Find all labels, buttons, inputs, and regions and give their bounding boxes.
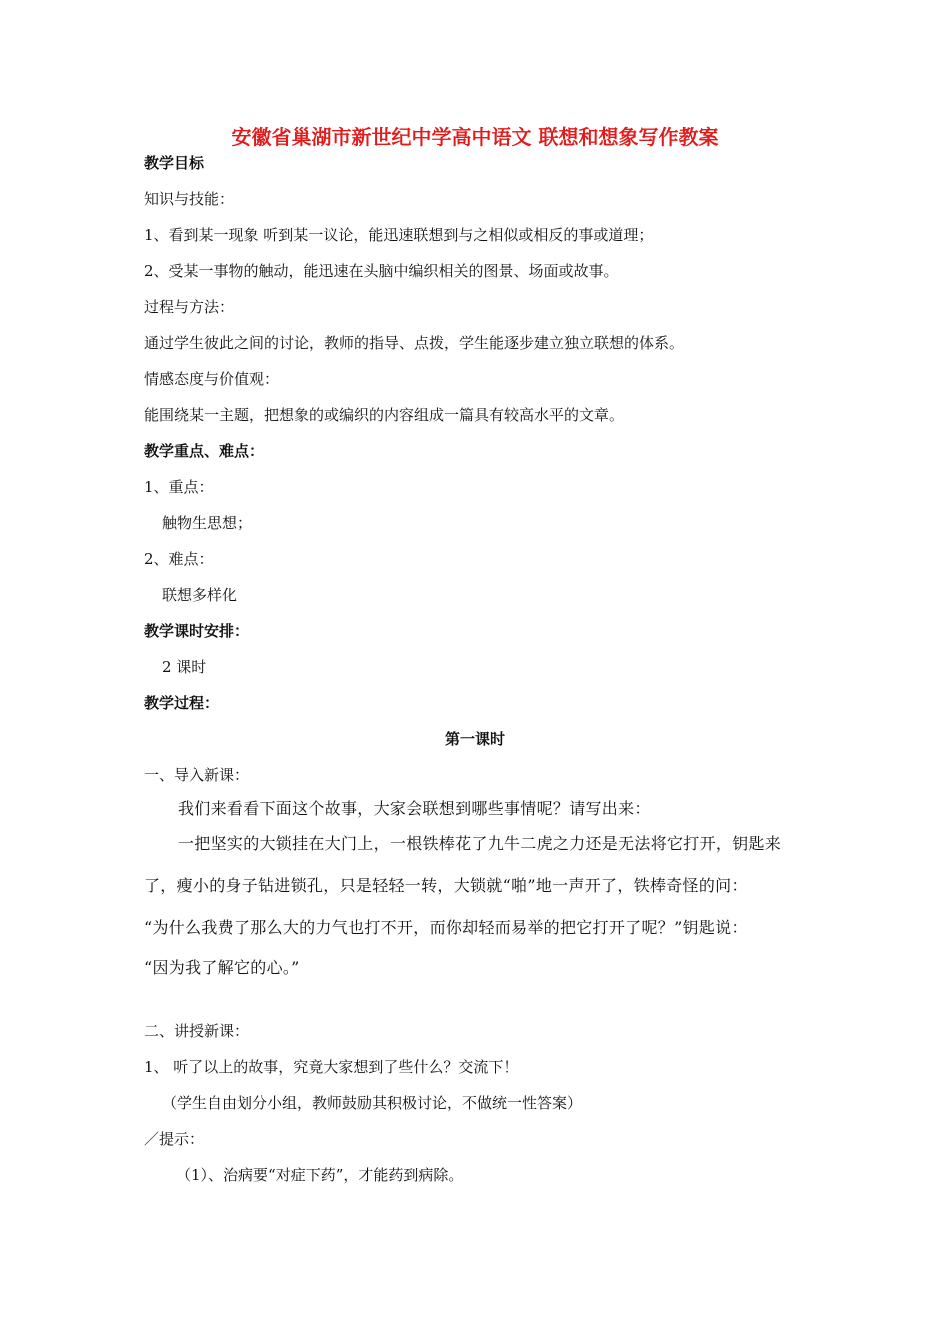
story-line-1: 一把坚实的大锁挂在大门上，一根铁棒花了九牛二虎之力还是无法将它打开，钥匙来 (178, 834, 782, 853)
goal-item-2: 2、受某一事物的触动，能迅速在头脑中编织相关的图景、场面或故事。 (144, 262, 619, 280)
difficult-point-text: 联想多样化 (162, 586, 238, 604)
heading-teaching-process: 教学过程： (144, 694, 220, 712)
goal-item-1: 1、看到某一现象 听到某一议论，能迅速联想到与之相似或相反的事或道理； (144, 226, 654, 244)
subheading-process-methods: 过程与方法： (144, 298, 235, 316)
key-point-text: 触物生思想； (162, 514, 253, 532)
group-discussion-note: （学生自由划分小组，教师鼓励其积极讨论，不做统一性答案） (162, 1094, 583, 1112)
lesson-count: 2 课时 (162, 658, 207, 676)
process-text: 通过学生彼此之间的讨论，教师的指导、点拨，学生能逐步建立独立联想的体系。 (144, 334, 685, 352)
attitude-text: 能围绕某一主题，把想象的或编织的内容组成一篇具有较高水平的文章。 (144, 406, 625, 424)
subheading-attitude-values: 情感态度与价值观： (144, 370, 280, 388)
story-line-3: “为什么我费了那么大的力气也打不开，而你却轻而易举的把它打开了呢？”钥匙说： (144, 918, 748, 937)
document-title: 安徽省巢湖市新世纪中学高中语文 联想和想象写作教案 (231, 125, 719, 149)
first-lesson-heading: 第一课时 (444, 730, 505, 748)
intro-paragraph: 我们来看看下面这个故事，大家会联想到哪些事情呢？请写出来： (178, 799, 651, 818)
key-point-label: 1、重点： (144, 478, 214, 496)
heading-key-difficult-points: 教学重点、难点： (144, 442, 265, 460)
section-new-lesson-label: 二、讲授新课： (144, 1022, 250, 1040)
heading-teaching-goals: 教学目标 (144, 154, 205, 172)
subheading-knowledge-skills: 知识与技能： (144, 190, 235, 208)
section-intro-label: 一、导入新课： (144, 766, 250, 784)
hint-item-1: （1）、治病要“对症下药”，才能药到病除。 (176, 1166, 464, 1184)
story-line-4: “因为我了解它的心。” (144, 958, 300, 977)
hint-label: ／提示： (144, 1130, 205, 1148)
story-line-2: 了，瘦小的身子钻进锁孔，只是轻轻一转，大锁就“啪”地一声开了，铁棒奇怪的问： (144, 876, 748, 895)
heading-lesson-schedule: 教学课时安排： (144, 622, 250, 640)
difficult-point-label: 2、难点： (144, 550, 214, 568)
new-lesson-item-1: 1、 听了以上的故事，究竟大家想到了些什么？交流下！ (144, 1058, 519, 1076)
